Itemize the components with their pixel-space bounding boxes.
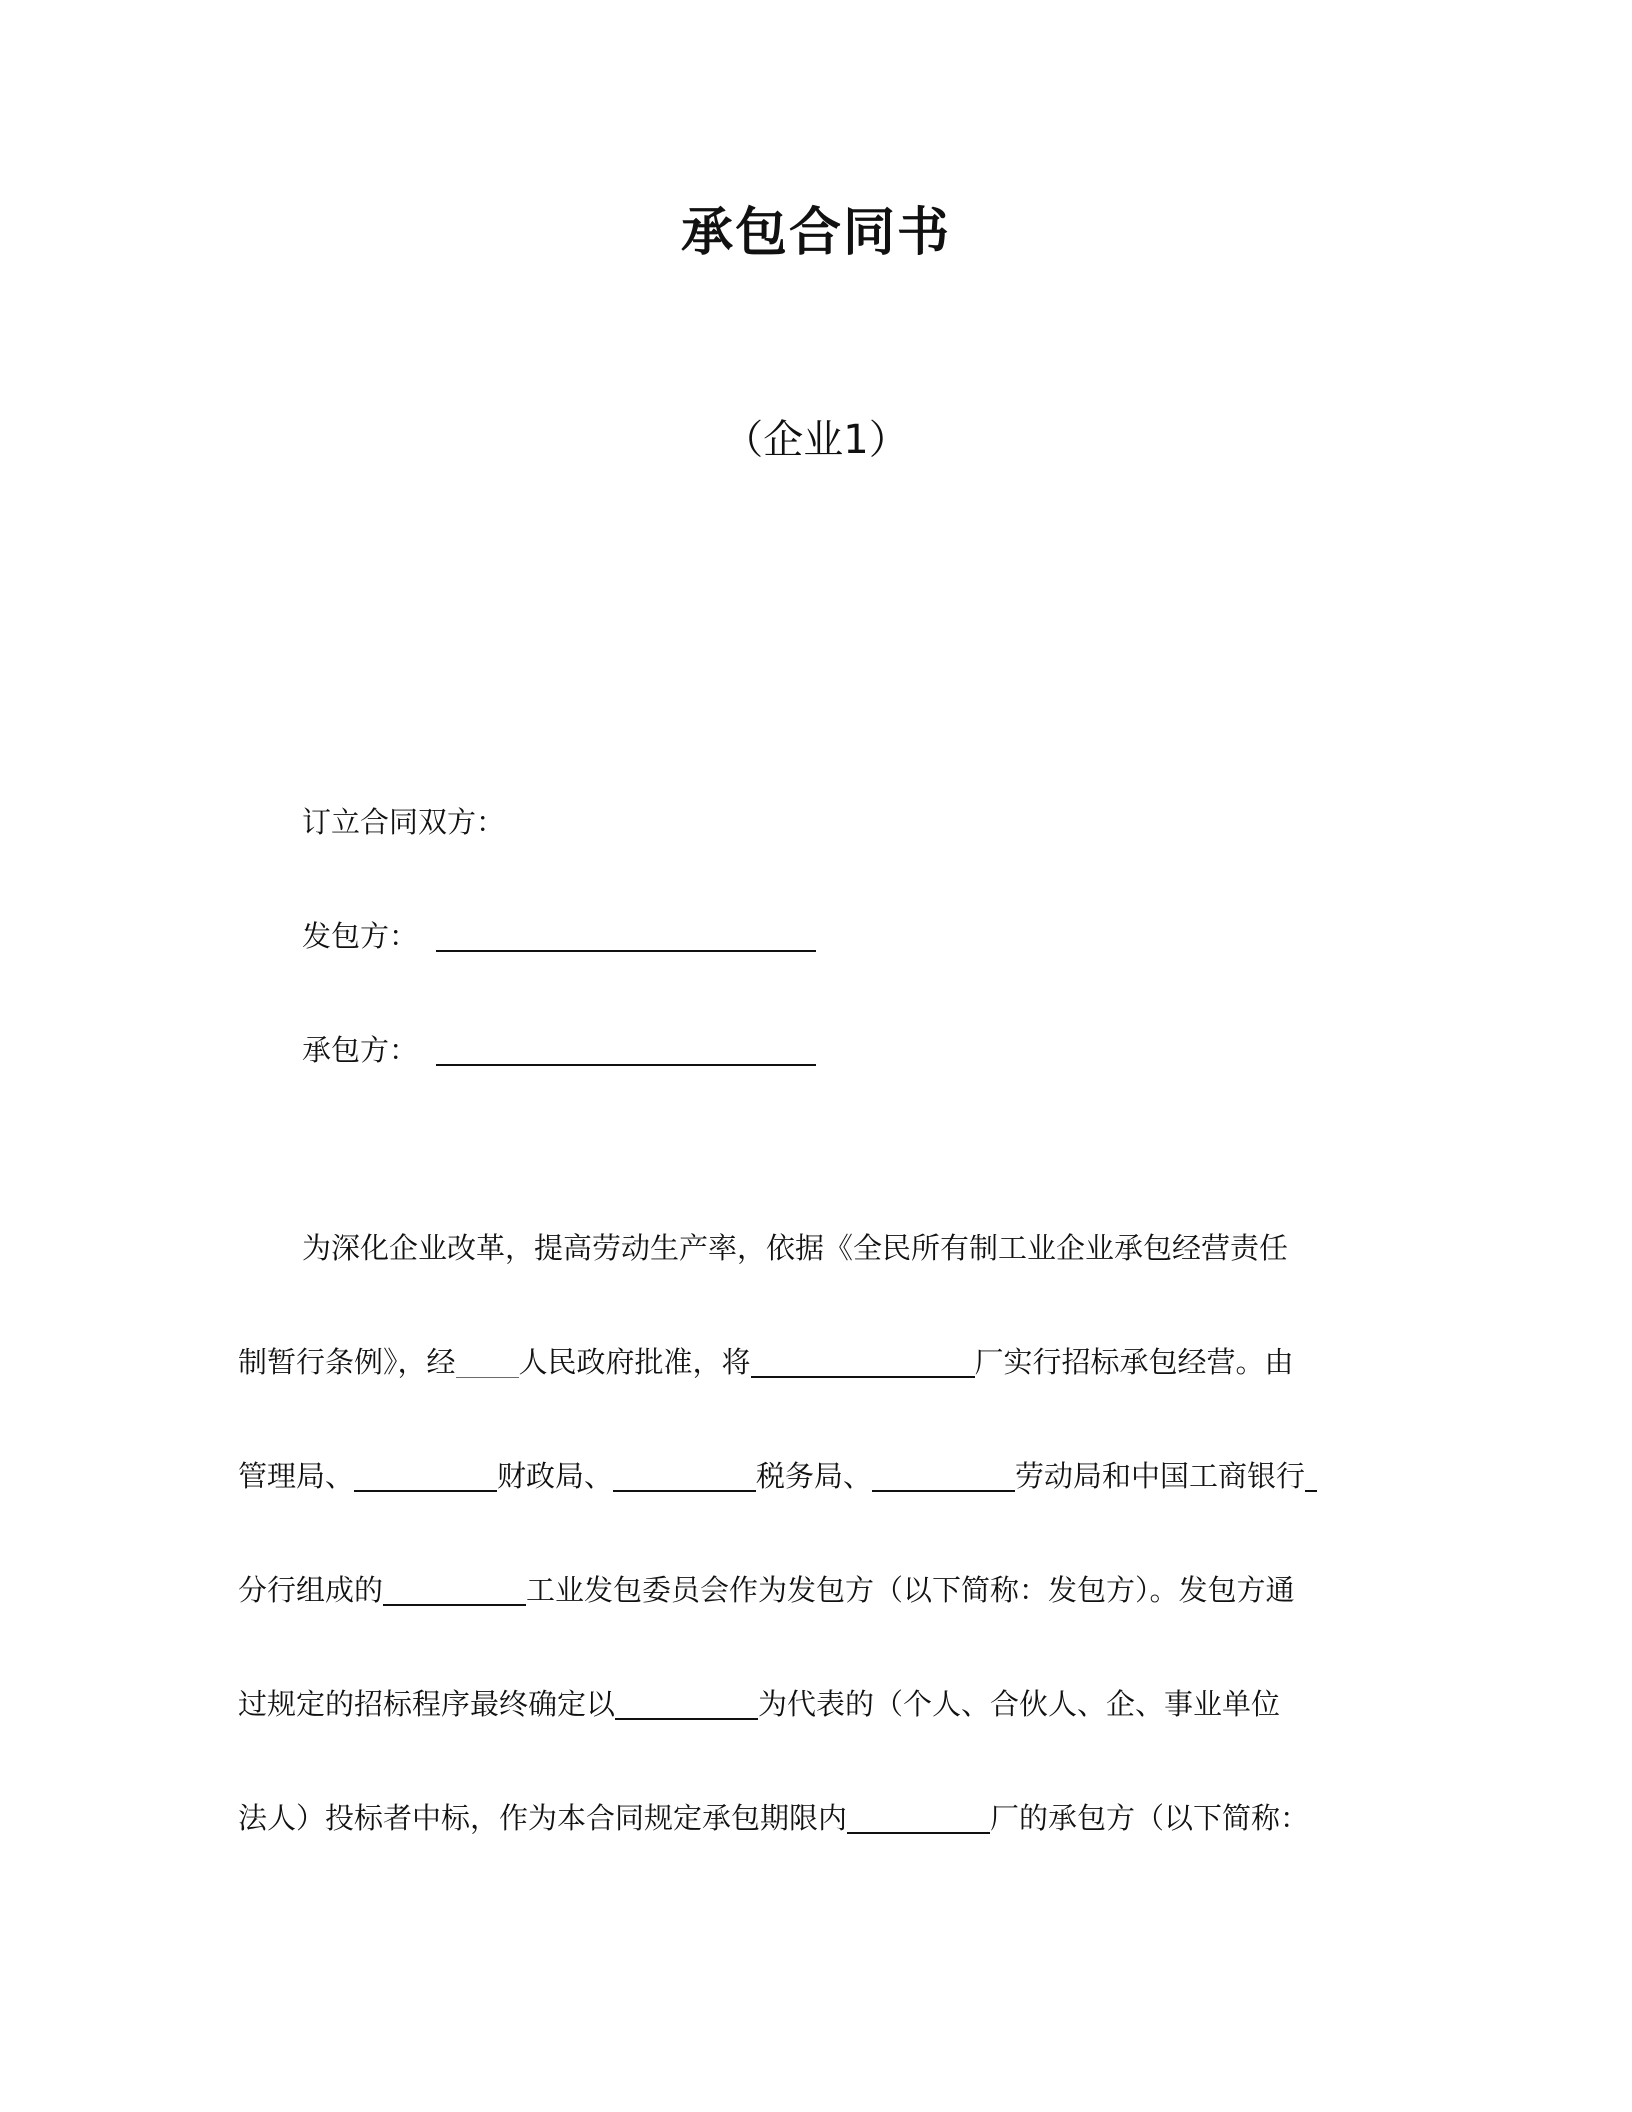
body-line-2: [238, 1340, 1294, 1384]
body-text: 税务局、: [756, 1459, 873, 1493]
body-text: 为代表的（个人、合伙人、企、事业单位: [758, 1687, 1281, 1721]
body-line-4: [238, 1568, 1295, 1612]
factory-blank[interactable]: [751, 1346, 975, 1378]
body-text: 过规定的招标程序最终确定以: [238, 1687, 616, 1721]
body-text: 为深化企业改革，提高劳动生产率，依据《全民所有制工业企业承包经营责任: [302, 1231, 1289, 1265]
body-text: 人民政府批准，将: [518, 1345, 751, 1379]
issuer-blank[interactable]: [436, 920, 816, 952]
committee-blank[interactable]: [383, 1574, 526, 1606]
parties-heading-text: 订立合同双方：: [302, 805, 506, 839]
body-line-5: [238, 1682, 1280, 1726]
body-text: 分行组成的: [238, 1573, 384, 1607]
contract-factory-blank[interactable]: [847, 1802, 990, 1834]
bureau-blank[interactable]: [354, 1460, 497, 1492]
tax-blank[interactable]: [872, 1460, 1015, 1492]
issuer-row: [302, 914, 816, 958]
body-text: 法人）投标者中标，作为本合同规定承包期限内: [238, 1801, 848, 1835]
body-text: 厂的承包方（以下简称：: [990, 1801, 1310, 1835]
bank-blank[interactable]: [1305, 1460, 1317, 1492]
contractor-blank[interactable]: [436, 1034, 816, 1066]
body-text: 管理局、: [238, 1459, 355, 1493]
document-title: 承包合同书: [680, 203, 951, 263]
finance-blank[interactable]: [613, 1460, 756, 1492]
government-blank[interactable]: [456, 1347, 519, 1378]
body-line-6: [238, 1796, 1309, 1840]
body-text: 财政局、: [497, 1459, 614, 1493]
issuer-label: 发包方：: [302, 919, 419, 953]
contractor-row: [302, 1028, 816, 1072]
body-text: 劳动局和中国工商银行: [1015, 1459, 1306, 1493]
body-text: 厂实行招标承包经营。由: [974, 1345, 1294, 1379]
document-subtitle: （企业1）: [723, 417, 909, 463]
parties-heading: [302, 800, 505, 844]
body-line-3: [238, 1454, 1317, 1498]
body-text: 制暂行条例》，经: [238, 1345, 456, 1379]
contractor-label: 承包方：: [302, 1033, 419, 1067]
body-line-1: [302, 1226, 1288, 1270]
body-text: 工业发包委员会作为发包方（以下简称：发包方）。发包方通: [526, 1573, 1295, 1607]
representative-blank[interactable]: [615, 1688, 758, 1720]
